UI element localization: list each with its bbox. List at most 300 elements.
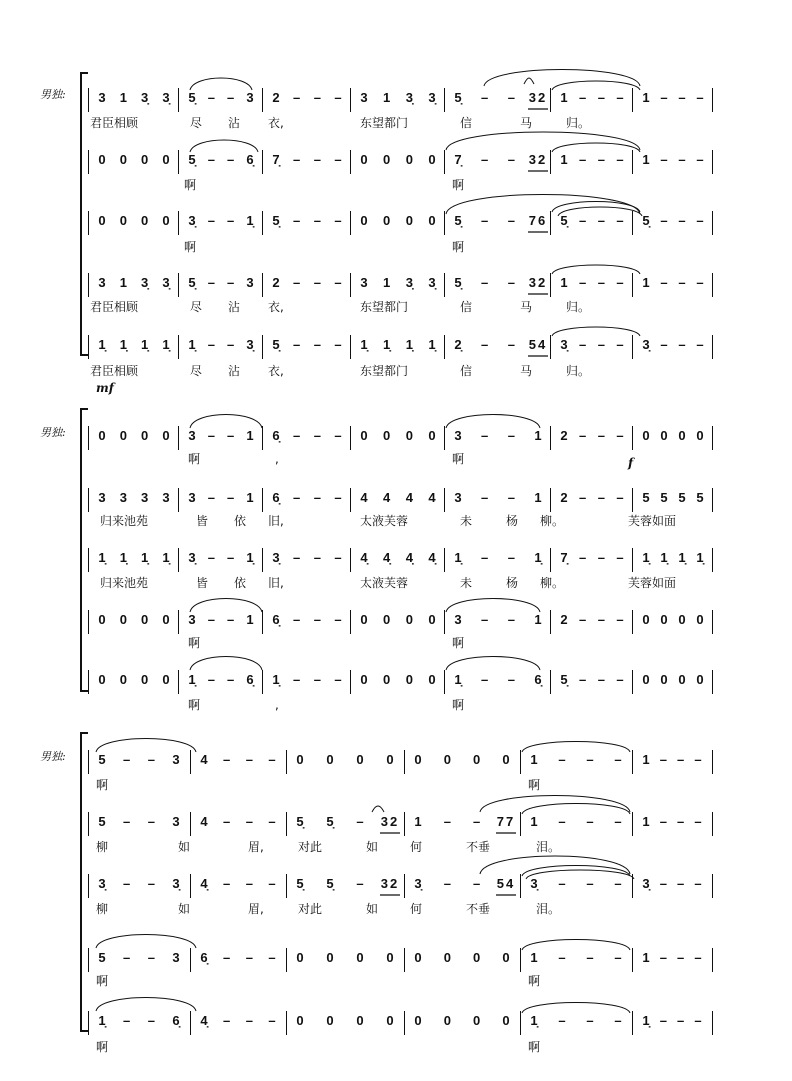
barline bbox=[520, 1011, 521, 1035]
dash-extension: – bbox=[293, 550, 301, 565]
dash-extension: – bbox=[313, 550, 321, 565]
lyric: 芙蓉如面 bbox=[628, 576, 677, 590]
barline bbox=[88, 211, 89, 235]
note: 0 bbox=[405, 612, 413, 627]
note: 0 bbox=[428, 152, 436, 167]
note: 3 bbox=[360, 275, 368, 290]
barline bbox=[444, 488, 445, 512]
barline bbox=[444, 610, 445, 634]
note: 3 bbox=[188, 612, 196, 627]
note: 3 bbox=[162, 490, 170, 505]
lyric: 柳。 bbox=[540, 514, 565, 528]
note: 1 bbox=[246, 612, 254, 627]
note: 6̣ bbox=[200, 950, 208, 965]
note: 1̣ bbox=[98, 550, 106, 565]
note: 1 bbox=[530, 814, 538, 829]
slur bbox=[552, 202, 640, 213]
lyric: 如 bbox=[178, 902, 191, 916]
note: 0 bbox=[296, 1013, 304, 1028]
dash-extension: – bbox=[579, 490, 587, 505]
note: 2 bbox=[272, 275, 280, 290]
barline bbox=[178, 426, 179, 450]
dash-extension: – bbox=[586, 752, 594, 767]
dash-extension: – bbox=[597, 337, 605, 352]
dash-extension: – bbox=[313, 672, 321, 687]
dash-extension: – bbox=[616, 550, 624, 565]
dash-extension: – bbox=[245, 1013, 253, 1028]
note: 0 bbox=[642, 612, 650, 627]
dash-extension: – bbox=[597, 612, 605, 627]
note: 1̣ bbox=[272, 672, 280, 687]
note: 0 bbox=[405, 428, 413, 443]
barline bbox=[262, 610, 263, 634]
dash-extension: – bbox=[313, 152, 321, 167]
barline bbox=[262, 488, 263, 512]
note: 0 bbox=[443, 752, 451, 767]
lyric: 柳 bbox=[96, 840, 109, 854]
barline bbox=[190, 874, 191, 898]
note: 0 bbox=[141, 152, 149, 167]
barline bbox=[88, 1011, 89, 1035]
note: 0 bbox=[383, 672, 391, 687]
barline bbox=[444, 88, 445, 112]
lyric: 马 bbox=[520, 364, 533, 378]
note: 0 bbox=[405, 152, 413, 167]
dash-extension: – bbox=[579, 90, 587, 105]
note: 4 bbox=[200, 814, 208, 829]
lyric: 啊 bbox=[96, 1040, 109, 1054]
slur bbox=[190, 140, 258, 152]
barline bbox=[350, 150, 351, 174]
lyric: 东望都门 bbox=[360, 116, 409, 130]
barline bbox=[444, 426, 445, 450]
note: 3̣ bbox=[141, 90, 149, 105]
barline bbox=[178, 150, 179, 174]
note: 1̣ bbox=[428, 337, 436, 352]
note: 0 bbox=[119, 428, 127, 443]
dash-extension: – bbox=[481, 428, 489, 443]
eighth-note-pair: 32 bbox=[528, 275, 548, 290]
slur bbox=[446, 195, 640, 215]
dash-extension: – bbox=[223, 876, 231, 891]
barline bbox=[444, 670, 445, 694]
dash-extension: – bbox=[616, 612, 624, 627]
dash-extension: – bbox=[597, 550, 605, 565]
note: 5̣ bbox=[272, 337, 280, 352]
note: 0 bbox=[98, 428, 106, 443]
barline bbox=[350, 548, 351, 572]
barline bbox=[632, 750, 633, 774]
note: 1 bbox=[642, 152, 650, 167]
barline bbox=[712, 335, 713, 359]
dash-extension: – bbox=[313, 275, 321, 290]
barline bbox=[444, 150, 445, 174]
lyric: 如 bbox=[178, 840, 191, 854]
note: 6̣ bbox=[172, 1013, 180, 1028]
note: 3 bbox=[454, 490, 462, 505]
lyric: 旧, bbox=[268, 576, 284, 590]
barline bbox=[262, 548, 263, 572]
dash-extension: – bbox=[696, 213, 704, 228]
note: 3̣ bbox=[172, 876, 180, 891]
dash-extension: – bbox=[696, 90, 704, 105]
barline bbox=[262, 670, 263, 694]
dash-extension: – bbox=[660, 90, 668, 105]
lyric: 啊 bbox=[528, 1040, 541, 1054]
dash-extension: – bbox=[207, 428, 215, 443]
barline bbox=[712, 150, 713, 174]
slur bbox=[190, 78, 252, 90]
dash-extension: – bbox=[473, 814, 481, 829]
lyric: , bbox=[275, 698, 279, 712]
dash-extension: – bbox=[579, 213, 587, 228]
barline bbox=[350, 426, 351, 450]
lyric: 君臣相顾 bbox=[90, 300, 139, 314]
note: 0 bbox=[386, 752, 394, 767]
dash-extension: – bbox=[313, 90, 321, 105]
dash-extension: – bbox=[597, 213, 605, 228]
lyric: 对此 bbox=[298, 902, 323, 916]
dash-extension: – bbox=[614, 876, 622, 891]
dash-extension: – bbox=[227, 490, 235, 505]
note: 0 bbox=[660, 672, 668, 687]
barline bbox=[178, 548, 179, 572]
barline bbox=[262, 273, 263, 297]
lyric: 归。 bbox=[566, 116, 591, 130]
note: 0 bbox=[141, 612, 149, 627]
lyric: 马 bbox=[520, 116, 533, 130]
note: 0 bbox=[162, 152, 170, 167]
barline bbox=[262, 426, 263, 450]
dash-extension: – bbox=[293, 672, 301, 687]
slur bbox=[524, 78, 534, 84]
dash-extension: – bbox=[293, 213, 301, 228]
barline bbox=[632, 150, 633, 174]
lyric: 啊 bbox=[188, 636, 201, 650]
note: 3 bbox=[98, 275, 106, 290]
lyric: 东望都门 bbox=[360, 300, 409, 314]
barline bbox=[550, 273, 551, 297]
dash-extension: – bbox=[268, 1013, 276, 1028]
note: 3̣ bbox=[246, 337, 254, 352]
barline bbox=[520, 750, 521, 774]
note: 1̣ bbox=[405, 337, 413, 352]
barline bbox=[444, 548, 445, 572]
lyric: 沾 bbox=[228, 300, 241, 314]
note: 3̣ bbox=[642, 876, 650, 891]
barline bbox=[712, 488, 713, 512]
note: 0 bbox=[696, 612, 704, 627]
dash-extension: – bbox=[507, 428, 515, 443]
dash-extension: – bbox=[481, 213, 489, 228]
note: 0 bbox=[386, 950, 394, 965]
lyric: 啊 bbox=[452, 178, 465, 192]
note: 3 bbox=[188, 490, 196, 505]
dash-extension: – bbox=[223, 752, 231, 767]
lyric: 君臣相顾 bbox=[90, 116, 139, 130]
note: 0 bbox=[326, 1013, 334, 1028]
dash-extension: – bbox=[481, 612, 489, 627]
barline bbox=[632, 273, 633, 297]
note: 5̣ bbox=[560, 672, 568, 687]
note: 5̣ bbox=[326, 814, 334, 829]
lyric: 君臣相顾 bbox=[90, 364, 139, 378]
dash-extension: – bbox=[579, 672, 587, 687]
note: 0 bbox=[642, 428, 650, 443]
lyric: 不垂 bbox=[466, 902, 491, 916]
note: 0 bbox=[383, 428, 391, 443]
note: 0 bbox=[383, 213, 391, 228]
dash-extension: – bbox=[507, 550, 515, 565]
note: 1 bbox=[530, 950, 538, 965]
lyric: 归来池苑 bbox=[100, 514, 149, 528]
barline bbox=[444, 335, 445, 359]
dash-extension: – bbox=[558, 950, 566, 965]
note: 1 bbox=[414, 814, 422, 829]
dash-extension: – bbox=[579, 337, 587, 352]
note: 1̣ bbox=[660, 550, 668, 565]
note: 5 bbox=[98, 814, 106, 829]
slur bbox=[190, 599, 262, 613]
lyric: 啊 bbox=[188, 452, 201, 466]
lyric: 归来池苑 bbox=[100, 576, 149, 590]
slur bbox=[446, 599, 540, 613]
barline bbox=[88, 88, 89, 112]
dash-extension: – bbox=[334, 672, 342, 687]
dash-extension: – bbox=[614, 1013, 622, 1028]
barline bbox=[190, 812, 191, 836]
dash-extension: – bbox=[481, 90, 489, 105]
slur bbox=[552, 143, 640, 152]
note: 3̣ bbox=[188, 213, 196, 228]
barline bbox=[350, 670, 351, 694]
note: 5 bbox=[696, 490, 704, 505]
note: 5̣ bbox=[188, 152, 196, 167]
lyric: 依 bbox=[234, 576, 247, 590]
lyric: 未 bbox=[460, 514, 473, 528]
note: 3 bbox=[141, 490, 149, 505]
note: 0 bbox=[660, 612, 668, 627]
barline bbox=[632, 812, 633, 836]
eighth-note-pair: 32 bbox=[528, 152, 548, 167]
note: 0 bbox=[696, 428, 704, 443]
eighth-note-pair: 32 bbox=[380, 814, 400, 829]
dash-extension: – bbox=[660, 337, 668, 352]
barline bbox=[550, 426, 551, 450]
note: 1̣ bbox=[119, 550, 127, 565]
dash-extension: – bbox=[507, 612, 515, 627]
dash-extension: – bbox=[558, 814, 566, 829]
lyric: 信 bbox=[460, 364, 473, 378]
barline bbox=[632, 335, 633, 359]
barline bbox=[550, 88, 551, 112]
note: 3 bbox=[246, 90, 254, 105]
barline bbox=[712, 812, 713, 836]
lyric: 杨 bbox=[506, 514, 519, 528]
dash-extension: – bbox=[293, 428, 301, 443]
slur bbox=[522, 742, 630, 753]
note: 1 bbox=[560, 275, 568, 290]
male-solo-label: 男独: bbox=[40, 88, 66, 101]
lyric: 何 bbox=[410, 840, 423, 854]
barline bbox=[350, 88, 351, 112]
lyric: 对此 bbox=[298, 840, 323, 854]
note: 3̣ bbox=[141, 275, 149, 290]
note: 1̣ bbox=[534, 550, 542, 565]
barline bbox=[404, 750, 405, 774]
dash-extension: – bbox=[481, 337, 489, 352]
dash-extension: – bbox=[147, 814, 155, 829]
dash-extension: – bbox=[696, 337, 704, 352]
dash-extension: – bbox=[147, 950, 155, 965]
dash-extension: – bbox=[313, 612, 321, 627]
note: 3̣ bbox=[162, 90, 170, 105]
note: 5̣ bbox=[560, 213, 568, 228]
note: 7̣ bbox=[560, 550, 568, 565]
note: 0 bbox=[98, 612, 106, 627]
note: 4 bbox=[360, 490, 368, 505]
note: 0 bbox=[473, 1013, 481, 1028]
note: 1 bbox=[642, 275, 650, 290]
note: 4̣ bbox=[360, 550, 368, 565]
note: 5 bbox=[660, 490, 668, 505]
note: 0 bbox=[502, 752, 510, 767]
dash-extension: – bbox=[586, 814, 594, 829]
dash-extension: – bbox=[227, 550, 235, 565]
note: 5̣ bbox=[296, 876, 304, 891]
note: 1̣ bbox=[246, 550, 254, 565]
note: 1̣ bbox=[188, 672, 196, 687]
barline bbox=[404, 948, 405, 972]
barline bbox=[88, 273, 89, 297]
note: 0 bbox=[428, 428, 436, 443]
note: 1̣ bbox=[98, 1013, 106, 1028]
note: 1̣ bbox=[383, 337, 391, 352]
note: 0 bbox=[473, 752, 481, 767]
note: 0 bbox=[162, 213, 170, 228]
note: 0 bbox=[360, 612, 368, 627]
note: 5̣ bbox=[454, 90, 462, 105]
note: 3̣ bbox=[530, 876, 538, 891]
dash-extension: – bbox=[558, 876, 566, 891]
barline bbox=[88, 750, 89, 774]
dash-extension: – bbox=[147, 752, 155, 767]
dash-extension: – bbox=[334, 550, 342, 565]
note: 0 bbox=[405, 213, 413, 228]
dash-extension: – bbox=[227, 275, 235, 290]
note: 6̣ bbox=[272, 428, 280, 443]
slur bbox=[522, 804, 630, 815]
barline bbox=[550, 670, 551, 694]
note: 0 bbox=[428, 672, 436, 687]
lyric: 何 bbox=[410, 902, 423, 916]
note: 4 bbox=[405, 490, 413, 505]
dash-extension: – bbox=[660, 275, 668, 290]
lyric: 归。 bbox=[566, 300, 591, 314]
dash-extension: – bbox=[507, 213, 515, 228]
eighth-note-pair: 32 bbox=[528, 90, 548, 105]
note: 0 bbox=[356, 752, 364, 767]
barline bbox=[88, 948, 89, 972]
dash-extension: – bbox=[659, 950, 667, 965]
dash-extension: – bbox=[227, 213, 235, 228]
note: 7̣ bbox=[454, 152, 462, 167]
note: 1 bbox=[560, 152, 568, 167]
note: 0 bbox=[296, 950, 304, 965]
note: 7̣ bbox=[272, 152, 280, 167]
note: 5̣ bbox=[188, 275, 196, 290]
dash-extension: – bbox=[443, 814, 451, 829]
dash-extension: – bbox=[677, 814, 685, 829]
dash-extension: – bbox=[293, 275, 301, 290]
dash-extension: – bbox=[227, 672, 235, 687]
note: 1 bbox=[642, 752, 650, 767]
lyric: 尽 bbox=[190, 364, 203, 378]
note: 3 bbox=[246, 275, 254, 290]
dash-extension: – bbox=[696, 275, 704, 290]
dash-extension: – bbox=[579, 550, 587, 565]
barline bbox=[404, 812, 405, 836]
dash-extension: – bbox=[207, 213, 215, 228]
lyric: 啊 bbox=[452, 698, 465, 712]
note: 0 bbox=[162, 612, 170, 627]
note: 3̣ bbox=[405, 275, 413, 290]
dash-extension: – bbox=[677, 950, 685, 965]
note: 1̣ bbox=[696, 550, 704, 565]
note: 0 bbox=[443, 950, 451, 965]
lyric: 泪。 bbox=[536, 840, 561, 854]
dash-extension: – bbox=[481, 152, 489, 167]
note: 4̣ bbox=[405, 550, 413, 565]
dash-extension: – bbox=[616, 672, 624, 687]
note: 3 bbox=[188, 428, 196, 443]
note: 0 bbox=[383, 612, 391, 627]
slur bbox=[480, 856, 630, 874]
note: 1 bbox=[119, 275, 127, 290]
dash-extension: – bbox=[694, 752, 702, 767]
lyric: 杨 bbox=[506, 576, 519, 590]
barline bbox=[712, 548, 713, 572]
note: 1̣ bbox=[678, 550, 686, 565]
note: 3̣ bbox=[414, 876, 422, 891]
barline bbox=[550, 610, 551, 634]
note: 3 bbox=[454, 612, 462, 627]
barline bbox=[712, 211, 713, 235]
dash-extension: – bbox=[207, 612, 215, 627]
barline bbox=[712, 426, 713, 450]
barline bbox=[444, 211, 445, 235]
barline bbox=[712, 1011, 713, 1035]
note: 5̣ bbox=[454, 213, 462, 228]
lyric: 泪。 bbox=[536, 902, 561, 916]
note: 3̣ bbox=[428, 90, 436, 105]
note: 4̣ bbox=[200, 1013, 208, 1028]
dash-extension: – bbox=[616, 90, 624, 105]
barline bbox=[178, 610, 179, 634]
barline bbox=[404, 1011, 405, 1035]
dash-extension: – bbox=[227, 428, 235, 443]
dash-extension: – bbox=[313, 490, 321, 505]
note: 0 bbox=[678, 428, 686, 443]
lyric: 衣, bbox=[268, 364, 284, 378]
barline bbox=[712, 88, 713, 112]
note: 1 bbox=[642, 950, 650, 965]
dash-extension: – bbox=[558, 1013, 566, 1028]
barline bbox=[350, 610, 351, 634]
note: 5̣ bbox=[188, 90, 196, 105]
note: 3 bbox=[119, 490, 127, 505]
barline bbox=[632, 948, 633, 972]
